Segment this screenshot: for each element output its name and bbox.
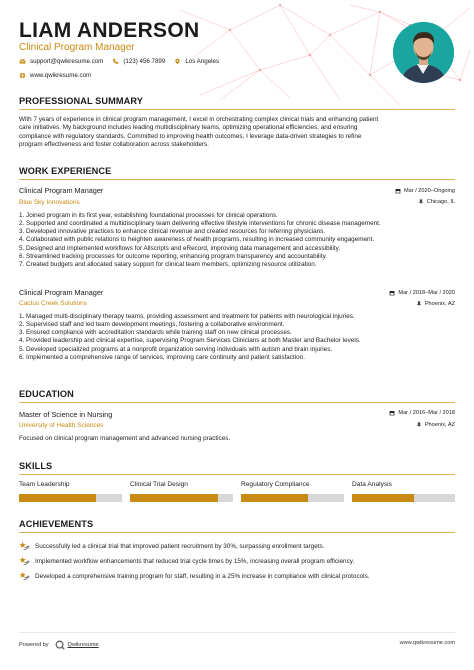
job-location-text: Chicago, IL (426, 199, 455, 205)
job-bullet: 6. Implemented a comprehensive range of services, improving care continuity and patient satisfaction. (19, 353, 305, 361)
job-bullet: 5. Designed and implemented workflows for Allscripts and eRecord, improving data management and accessibility. (19, 244, 341, 252)
section-heading-experience: WORK EXPERIENCE (19, 166, 112, 176)
calendar-icon (389, 290, 395, 296)
achievement-item (19, 541, 324, 551)
achievement-item (19, 556, 354, 566)
job-title: Clinical Program Manager (19, 288, 104, 297)
skill-level-fill (352, 494, 414, 502)
skill-label: Data Analysis (352, 481, 392, 488)
phone-icon (112, 58, 119, 65)
pushpin-icon (416, 422, 422, 428)
education-note: Focused on clinical program management and advanced nursing practices. (19, 435, 231, 442)
summary-line: care initiatives. My background includes leading multidisciplinary teams, optimizing operational efficiencies, and ensuring (19, 124, 358, 132)
section-heading-achievements: ACHIEVEMENTS (19, 519, 94, 529)
footer-divider (19, 632, 455, 633)
location-text: Los Angeles (185, 58, 220, 65)
pushpin-icon (418, 199, 424, 205)
education-school: University of Health Sciences (19, 422, 104, 429)
star-hand-icon (19, 571, 30, 581)
qwikresume-link[interactable]: Qwikresume (67, 642, 99, 648)
job-bullet: 4. Collaborated with public relations to heighten awareness of health programs, resulting in increased community engagement. (19, 236, 375, 244)
section-heading-skills: SKILLS (19, 461, 53, 471)
job-dates-text: Mar / 2020–Ongoing (404, 188, 455, 194)
candidate-name: LIAM ANDERSON (19, 19, 200, 42)
calendar-icon (395, 188, 401, 194)
summary-line: compliance with regulatory standards. Committed to improving health outcomes, I leverage data-driven strategies to refine (19, 132, 362, 140)
pushpin-icon (416, 301, 422, 307)
education-location-text: Phoenix, AZ (424, 422, 455, 428)
calendar-icon (389, 410, 395, 416)
email-icon (19, 58, 26, 65)
skill-label: Team Leadership (19, 481, 70, 488)
job-bullet: 4. Provided leadership and clinical expertise, supervising Program Services Clinicians at both Master and Bachelor levels. (19, 337, 361, 345)
section-divider (19, 532, 455, 533)
job-bullet: 3. Ensured compliance with accreditation standards while training staff on new clinical processes. (19, 329, 292, 337)
summary-line: With 7 years of experience in clinical program management, I excel in orchestrating complex clinical trials and enhancing patient (19, 116, 379, 123)
summary-paragraph (19, 116, 455, 150)
section-heading-education: EDUCATION (19, 389, 74, 399)
skill-label: Clinical Trial Design (130, 481, 188, 488)
job-dates (389, 290, 455, 296)
job-dates-text: Mar / 2018–Mar / 2020 (398, 290, 455, 296)
achievement-text: Successfully led a clinical trial that improved patient recruitment by 30%, surpassing enrollment targets. (35, 542, 325, 550)
candidate-title: Clinical Program Manager (19, 42, 135, 53)
footer-powered-by (19, 640, 99, 650)
footer-url[interactable]: www.qwikresume.com (399, 640, 455, 646)
job-bullets (19, 212, 455, 269)
skill-label: Regulatory Compliance (241, 481, 310, 488)
education-location (416, 422, 455, 428)
website-link[interactable]: www.qwikresume.com (30, 72, 92, 79)
section-divider (19, 402, 455, 403)
skill-level-bar (352, 494, 455, 502)
achievement-text: Implemented workflow enhancements that reduced trial cycle times by 15%, increasing overall program efficiency. (35, 557, 355, 565)
globe-icon (19, 72, 26, 79)
job-bullet: 2. Supported and coordinated a multidisciplinary team delivering effective lifestyle interventions for chronic disease management. (19, 220, 381, 228)
profile-photo (393, 22, 454, 83)
job-location-text: Phoenix, AZ (424, 301, 455, 307)
skill-level-bar (241, 494, 344, 502)
section-divider (19, 474, 455, 475)
job-dates (395, 188, 455, 194)
star-hand-icon (19, 556, 30, 566)
section-heading-summary: PROFESSIONAL SUMMARY (19, 96, 143, 106)
job-bullet: 5. Developed specialized programs at a nonprofit organization serving individuals with autism and brain injuries. (19, 345, 333, 353)
skill-level-bar (130, 494, 233, 502)
job-location (416, 301, 455, 307)
email-link[interactable]: support@qwikresume.com (30, 58, 104, 65)
job-location (418, 199, 455, 205)
star-hand-icon (19, 541, 30, 551)
summary-line: program effectiveness and foster collaboration across stakeholders. (19, 141, 209, 149)
powered-by-label: Powered by (19, 642, 49, 648)
job-title: Clinical Program Manager (19, 186, 104, 195)
phone-number: (123) 456 7899 (123, 58, 166, 65)
contact-row (19, 58, 219, 65)
job-bullet: 1. Joined program in its first year, establishing foundational processes for clinical operations. (19, 212, 278, 219)
skill-level-fill (130, 494, 218, 502)
education-dates-text: Mar / 2016–Mar / 2018 (398, 410, 455, 416)
skill-level-fill (19, 494, 96, 502)
qwikresume-logo-icon (55, 640, 65, 650)
job-bullet: 6. Streamlined tracking processes for outcome reporting, enhancing program transparency and accountability. (19, 252, 328, 260)
skill-level-fill (241, 494, 308, 502)
location-pin-icon (174, 58, 181, 65)
job-bullet: 1. Managed multi-disciplinary therapy teams, providing assessment and treatment for patients with neurological injuries. (19, 313, 355, 320)
job-company: Cactus Creek Solutions (19, 300, 87, 307)
section-divider (19, 179, 455, 180)
achievement-text: Developed a comprehensive training program for staff, resulting in a 25% increase in compliance with clinical protocols. (35, 572, 370, 580)
skill-level-bar (19, 494, 122, 502)
section-divider (19, 109, 455, 110)
job-company: Blue Sky Innovations (19, 199, 80, 206)
education-dates (389, 410, 455, 416)
job-bullet: 2. Supervised staff and led team development meetings, fostering a collaborative environment. (19, 321, 285, 329)
job-bullet: 7. Created budgets and allocated salary support for clinical team members, optimizing resource utilization. (19, 260, 317, 268)
website-row (19, 72, 91, 79)
achievement-item (19, 571, 370, 581)
education-degree: Master of Science in Nursing (19, 410, 113, 419)
job-bullets (19, 313, 455, 362)
job-bullet: 3. Developed innovative practices to enhance clinical revenue and created resources for referring physicians. (19, 228, 326, 236)
